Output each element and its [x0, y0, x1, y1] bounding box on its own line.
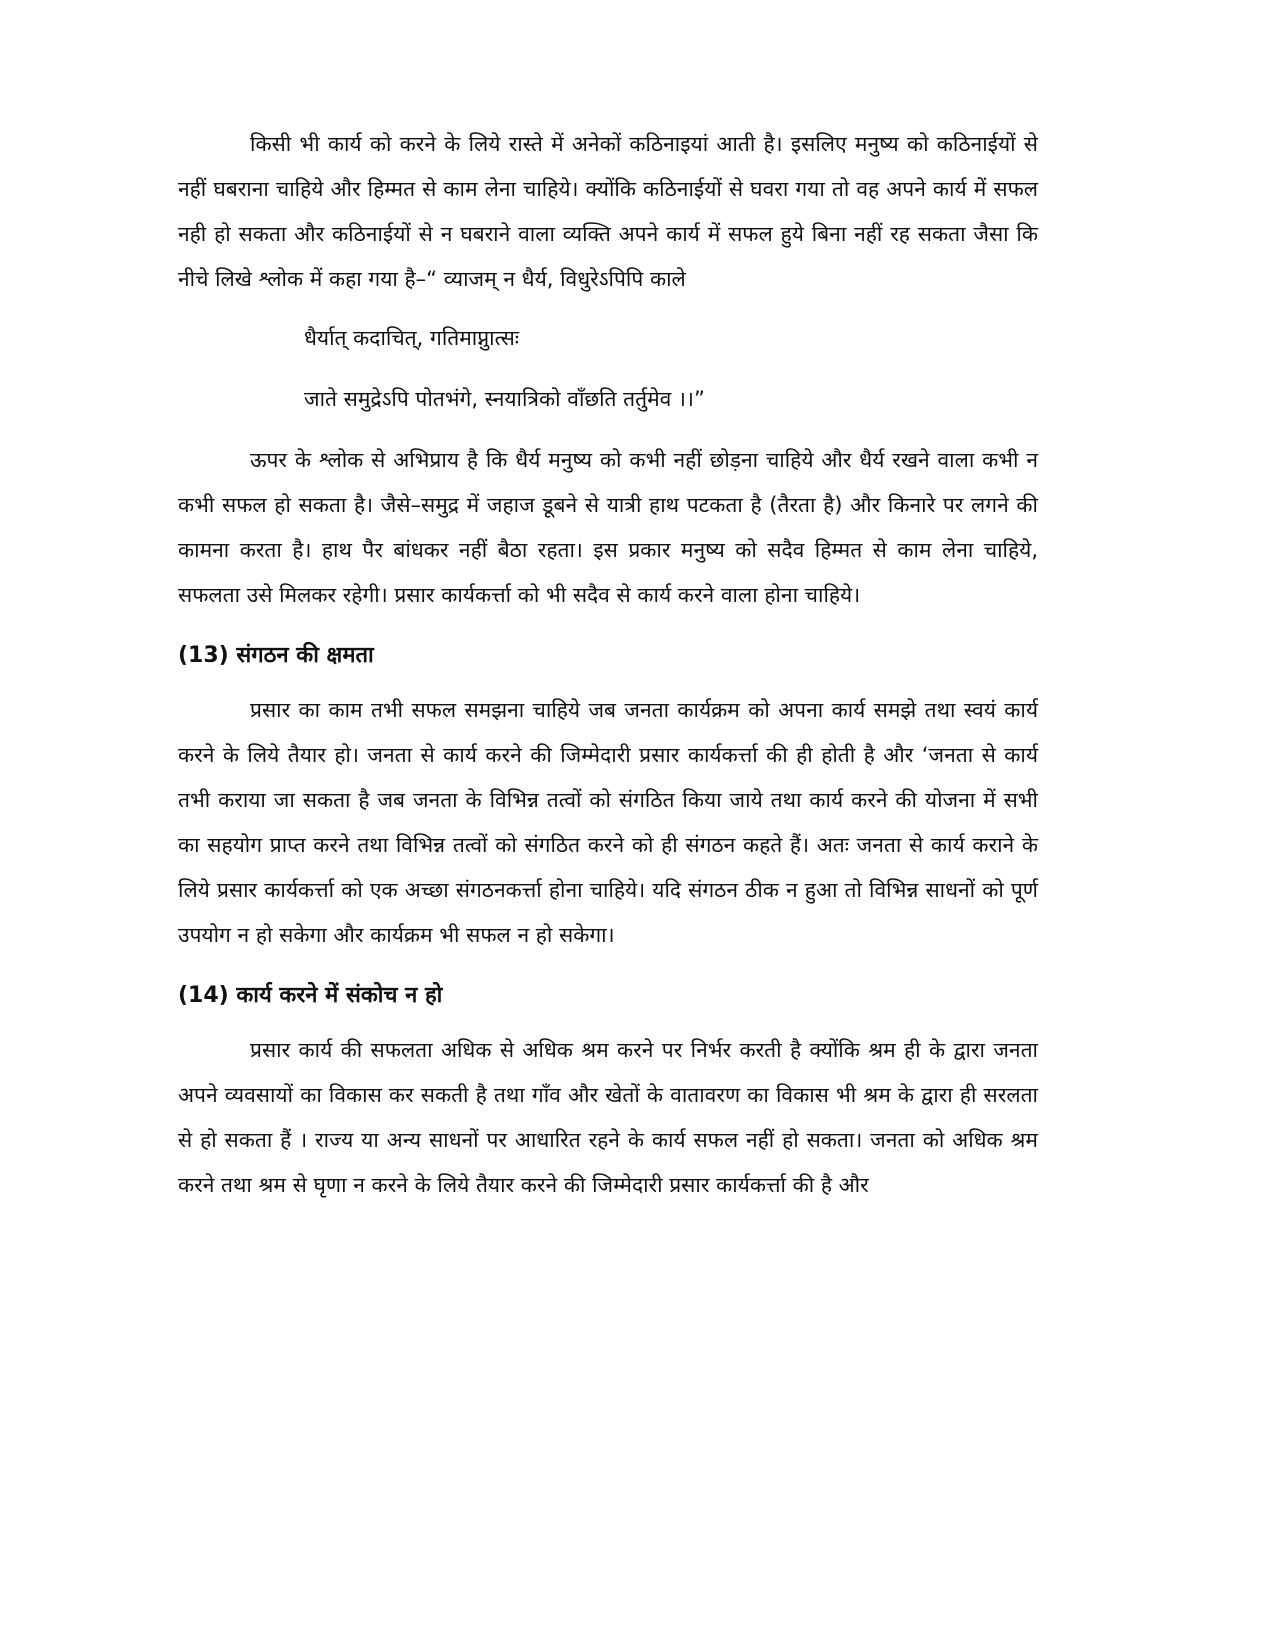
verse-line-1: धैर्यात् कदाचित्, गतिमाप्नुात्सः [304, 326, 520, 350]
paragraph-verse-meaning: ऊपर के श्लोक से अभिप्राय है कि धैर्य मनुष्य को कभी नहीं छोड़ना चाहिये और धैर्य रखने वाला कभी न कभी सफल हो सकता है। जैसे–समुद्र में जहाज डूबने से यात्री हाथ पटकता है (तैरता है) और किनारे पर लगने की कामना करता है। हाथ पैर बांधकर नहीं बैठा रहता। इस प्रकार मनुष्य को सदैव हिम्मत से काम लेना चाहिये, सफलता उसे मिलकर रहेगी। प्रसार कार्यकर्त्ता को भी सदैव से कार्य करने वाला होना चाहिये। [178, 448, 1038, 607]
heading-14: (14) कार्य करने में संकोच न हो [178, 983, 443, 1008]
paragraph-labour: प्रसार कार्य की सफलता अधिक से अधिक श्रम करने पर निर्भर करती है क्योंकि श्रम ही के द्वारा जनता अपने व्यवसायों का विकास कर सकती है तथा गाँव और खेतों के वातावरण का विकास भी श्रम के द्वारा ही सरलता से हो सकता हैं । राज्य या अन्य साधनों पर आधारित रहने के कार्य सफल नहीं हो सकता। जनता को अधिक श्रम करने तथा श्रम से घृणा न करने के लिये तैयार करने की जिम्मेदारी प्रसार कार्यकर्त्ता की है और [178, 1038, 1038, 1197]
verse-line-2: जाते समुद्रेऽपि पोतभंगे, स्नयात्रिको वाँछति तर्तुमेव ।।” [304, 387, 705, 411]
document-page [178, 122, 1038, 1208]
paragraph-organization: प्रसार का काम तभी सफल समझना चाहिये जब जनता कार्यक्रम को अपना कार्य समझे तथा स्वयं कार्य करने के लिये तैयार हो। जनता से कार्य करने की जिम्मेदारी प्रसार कार्यकर्त्ता की ही होती है और ‘जनता से कार्य तभी कराया जा सकता है जब जनता के विभिन्न तत्वों को संगठित किया जाये तथा कार्य करने की योजना में सभी का सहयोग प्राप्त करने तथा विभिन्न तत्वों को संगठित करने को ही संगठन कहते हैं। अतः जनता से कार्य कराने के लिये प्रसार कार्यकर्त्ता को एक अच्छा संगठनकर्त्ता होना चाहिये। यदि संगठन ठीक न हुआ तो विभिन्न साधनों को पूर्ण उपयोग न हो सकेगा और कार्यक्रम भी सफल न हो सकेगा। [178, 698, 1038, 947]
heading-13: (13) संगठन की क्षमता [178, 643, 374, 668]
paragraph-intro: किसी भी कार्य को करने के लिये रास्ते में अनेकों कठिनाइयां आती है। इसलिए मनुष्य को कठिनाईयों से नहीं घबराना चाहिये और हिम्मत से काम लेना चाहिये। क्योंकि कठिनाईयों से घवरा गया तो वह अपने कार्य में सफल नही हो सकता और कठिनाईयों से न घबराने वाला व्यक्ति अपने कार्य में सफल हुये बिना नहीं रह सकता जैसा कि नीचे लिखे श्लोक में कहा गया है–“ व्याजम् न धैर्य, विधुरेऽपिपि काले [178, 132, 1038, 291]
